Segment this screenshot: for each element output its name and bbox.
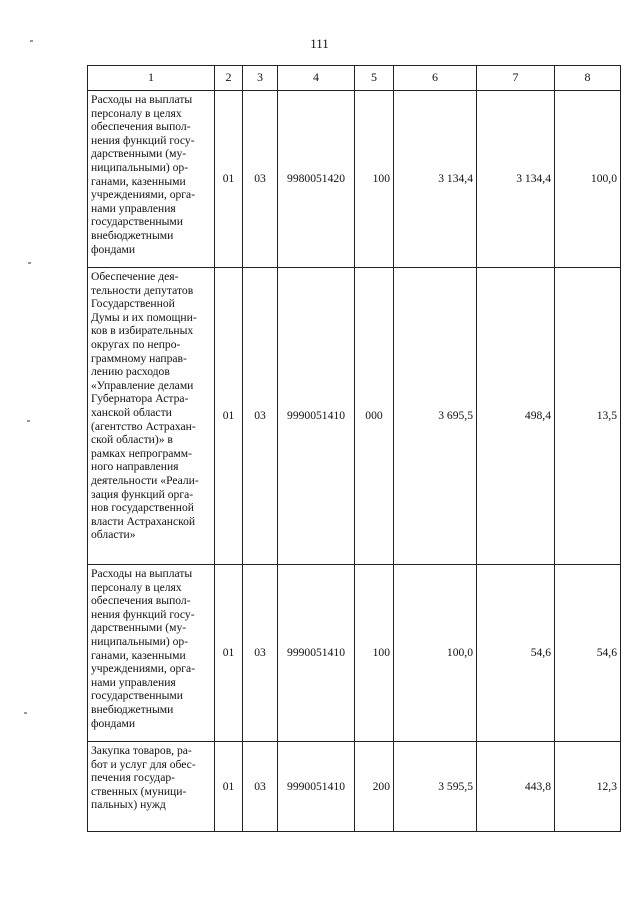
column-header: 3 (243, 66, 278, 91)
scan-mark (28, 262, 31, 264)
scan-mark (30, 40, 33, 42)
column-header: 2 (215, 66, 243, 91)
column-header: 8 (555, 66, 621, 91)
column-header: 6 (394, 66, 477, 91)
cell-target-code: 9990051410 (278, 268, 355, 565)
cell-plan: 100,0 (394, 565, 477, 742)
cell-section: 01 (215, 742, 243, 832)
cell-expense-type: 100 (355, 91, 394, 268)
cell-plan: 3 695,5 (394, 268, 477, 565)
cell-section: 01 (215, 565, 243, 742)
cell-section: 01 (215, 91, 243, 268)
row-description: Обеспечение дея- тельности депутатов Государственной Думы и их помощни- ков в избирательных округах по непро- граммному направ- лению расходов «Управление делами Губернатора Астра- ханской области (агентство Астрахан- ской области)» в рамках непрограмм- ного направления деятельности «Реали- зация функций орга- нов государственной власти Астраханской области» (88, 268, 215, 565)
cell-percent: 12,3 (555, 742, 621, 832)
cell-subsection: 03 (243, 742, 278, 832)
column-header: 1 (88, 66, 215, 91)
row-description: Расходы на выплаты персоналу в целях обеспечения выпол- нения функций госу- дарственными (му- ниципальными) ор- ганами, казенными учреждениями, орга- нами управления государственными внебюджетными фондами (88, 91, 215, 268)
cell-fact: 443,8 (477, 742, 555, 832)
table-row (88, 91, 621, 268)
scan-mark (27, 420, 30, 422)
table-row (88, 268, 621, 565)
cell-expense-type: 200 (355, 742, 394, 832)
cell-fact: 54,6 (477, 565, 555, 742)
cell-fact: 498,4 (477, 268, 555, 565)
header-row (88, 66, 621, 91)
table-row (88, 742, 621, 832)
cell-expense-type: 000 (355, 268, 394, 565)
cell-plan: 3 134,4 (394, 91, 477, 268)
cell-section: 01 (215, 268, 243, 565)
cell-percent: 54,6 (555, 565, 621, 742)
page-number: 111 (310, 36, 329, 51)
cell-expense-type: 100 (355, 565, 394, 742)
cell-target-code: 9990051410 (278, 565, 355, 742)
cell-plan: 3 595,5 (394, 742, 477, 832)
scan-mark (24, 712, 27, 714)
cell-fact: 3 134,4 (477, 91, 555, 268)
table-row (88, 565, 621, 742)
row-description: Закупка товаров, ра- бот и услуг для обес- печения государ- ственных (муници- пальных) нужд (88, 742, 215, 832)
cell-subsection: 03 (243, 91, 278, 268)
column-header: 5 (355, 66, 394, 91)
cell-subsection: 03 (243, 565, 278, 742)
cell-target-code: 9990051410 (278, 742, 355, 832)
row-description: Расходы на выплаты персоналу в целях обеспечения выпол- нения функций госу- дарственными (му- ниципальными) ор- ганами, казенными учреждениями, орга- нами управления государственными внебюджетными фондами (88, 565, 215, 742)
cell-subsection: 03 (243, 268, 278, 565)
column-header: 7 (477, 66, 555, 91)
budget-table (87, 65, 621, 832)
cell-percent: 100,0 (555, 91, 621, 268)
cell-target-code: 9980051420 (278, 91, 355, 268)
cell-percent: 13,5 (555, 268, 621, 565)
column-header: 4 (278, 66, 355, 91)
